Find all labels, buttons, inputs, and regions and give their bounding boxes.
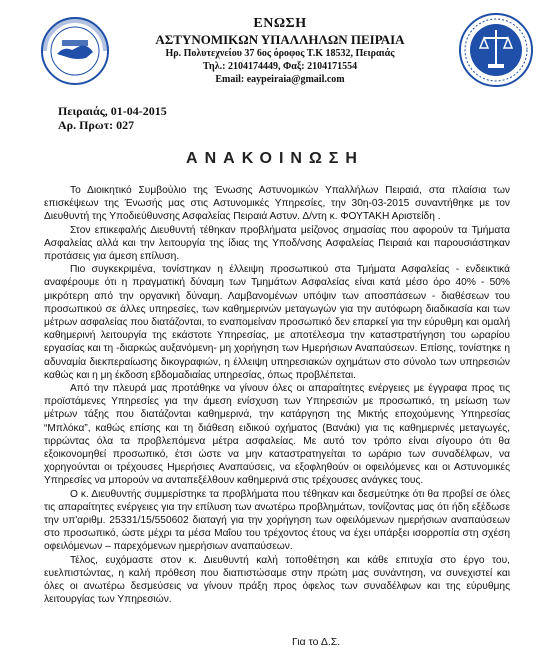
union-logo-icon [40, 16, 110, 86]
org-name-line1: ΕΝΩΣΗ [253, 16, 307, 31]
organization-info [120, 16, 440, 86]
document-date: Πειραιάς, 01-04-2015 [58, 104, 167, 118]
paragraph: Τέλος, ευχόμαστε στον κ. Διευθυντή καλή τοποθέτηση και κάθε επιτυχία στο έργο του, ευελπιστώντας, η καλή πρόθεση που διαπιστώσαμε στην πρώτη μας συνάντηση, να συνεχιστεί και όλες οι ανωτέρω δεσμεύσεις να γίνουν πράξη προς όφελος των συναδέλφων και της εύρυθμης λειτουργίας των Υπηρεσιών. [44, 554, 510, 606]
paragraph: Από την πλευρά μας προτάθηκε να γίνουν όλες οι απαραίτητες ενέργειες με έγγραφα προς τις προϊστάμενες Υπηρεσίες για την άμεση ενίσχυση των Υπηρεσιών με προσωπικό, τη μείωση των μέτρων τάξης που διατάζονται καθημερινά, την κατάργηση της Μικτής εποχούμενης Υπηρεσίας “Μπλόκα”, καθώς επίσης και τη διάθεση ειδικού οχήματος (Βανάκι) για τις καθημερινές μεταγωγές, τιρρώντας όλα τα προβλεπόμενα μέτρα ασφαλείας. Με αυτό τον τρόπο είναι σίγουρο ότι θα εξοικονομηθεί προσωπικό, έτσι ώστε να μην καταστρατηγείται το ωράριο των συναδέλφων, να χορηγούνται οι τρέχουσες Ημερήσιες Αναπαύσεις, να εξοφληθούν οι οφειλόμενες και οι Αστυνομικές Υπηρεσίες να μπορούν να ανταπεξέλθουν καθημερινά στις τρέχουσες ανάγκες τους. [44, 383, 510, 487]
announcement-body [44, 184, 510, 607]
org-email: Email: eaypeiraia@gmail.com [215, 74, 345, 85]
federation-logo-icon [458, 12, 534, 88]
org-phones: Τηλ.: 2104174449, Φαξ: 2104171554 [202, 61, 358, 72]
letterhead [0, 6, 550, 104]
paragraph: Ο κ. Διευθυντής συμμερίστηκε τα προβλήματα που τέθηκαν και δεσμεύτηκε ότι θα προβεί σε όλες τις απαραίτητες ενέργειες για την επίλυση των ανωτέρω προβλημάτων, τονίζοντας μας ότι ήδη εξέδωσε την υπ'αριθμ. 25331/15/550602 διαταγή για την χορήγηση των οφειλόμενων ημερήσιων αναπαύσεων στο προσωπικό, ώστε μέχρι τα μέσα Μαΐου του τρέχοντος έτους να έχει υπάρξει ισορροπία στη σχέση οφειλόμενων – παρεχόμενων ημερήσιων αναπαύσεων. [44, 488, 510, 553]
org-address: Ηρ. Πολυτεχνείου 37 6ος όροφος Τ.Κ 18532, Πειραιάς [165, 48, 395, 59]
document-title: ΑΝΑΚΟΙΝΩΣΗ [186, 150, 364, 167]
org-name-line2: ΑΣΤΥΝΟΜΙΚΩΝ ΥΠΑΛΛΗΛΩΝ ΠΕΙΡΑΙΑ [155, 32, 405, 47]
paragraph: Πιο συγκεκριμένα, τονίστηκαν η έλλειψη προσωπικού στα Τμήματα Ασφαλείας - ενδεικτικά αναφέρουμε ότι η πραγματική δύναμη των Τμημάτων Ασφαλείας είναι κατά μέσο όρο 40% - 50% μικρότερη από την οργανική δύναμη. Λαμβανομένων υπόψιν των αποσπάσεων - διαθέσεων του προσωπικού σε άλλες υπηρεσίες, των καθημερινών μεταγωγών για την αυτόφωρη διαδικασία και των μέτρων ασφαλείας που διατάζονται, το εναπομείναν προσωπικό δεν επαρκεί για την εύρυθμη και ομαλή καθημερινή λειτουργία της εκάστοτε Υπηρεσίας, με αποτέλεσμα την καταστρατήγηση του ωραρίου εργασίας και τη -διαρκώς αυξανόμενη- μη χορήγηση των Ημερήσιων Αναπαύσεων. Επίσης, τονίστηκε η αδυναμία διεκπεραίωσης δικογραφιών, η έλλειψη υπηρεσιακών οχημάτων στο σύνολο των υπηρεσιών καθώς και η μη έκδοση εβδομαδιαίας υπηρεσίας, όπως προβλέπεται. [44, 264, 510, 381]
protocol-number: Αρ. Πρωτ: 027 [58, 118, 135, 132]
signature-line: Για το Δ.Σ. [292, 636, 341, 648]
document-meta [58, 104, 167, 132]
paragraph: Το Διοικητικό Συμβούλιο της Ένωσης Αστυνομικών Υπαλλήλων Πειραιά, στα πλαίσια των επισκέψεων της Ένωσής μας στις Αστυνομικές Υπηρεσίες, την 30η-03-2015 συναντήθηκε με τον Διευθυντή της Υποδιεύθυνσης Ασφαλείας Πειραιά Αστυν. Δ/ντη κ. ΦΟΥΤΑΚΗ Αριστείδη . [44, 185, 510, 223]
paragraph: Στον επικεφαλής Διευθυντή τέθηκαν προβλήματα μείζονος σημασίας που αφορούν τα Τμήματα Ασφαλείας αλλά και την λειτουργία της ίδιας της Υποδ/νσης Ασφαλείας Πειραιά και παρουσιάστηκαν προτάσεις για άμεση επίλυση. [44, 224, 510, 263]
